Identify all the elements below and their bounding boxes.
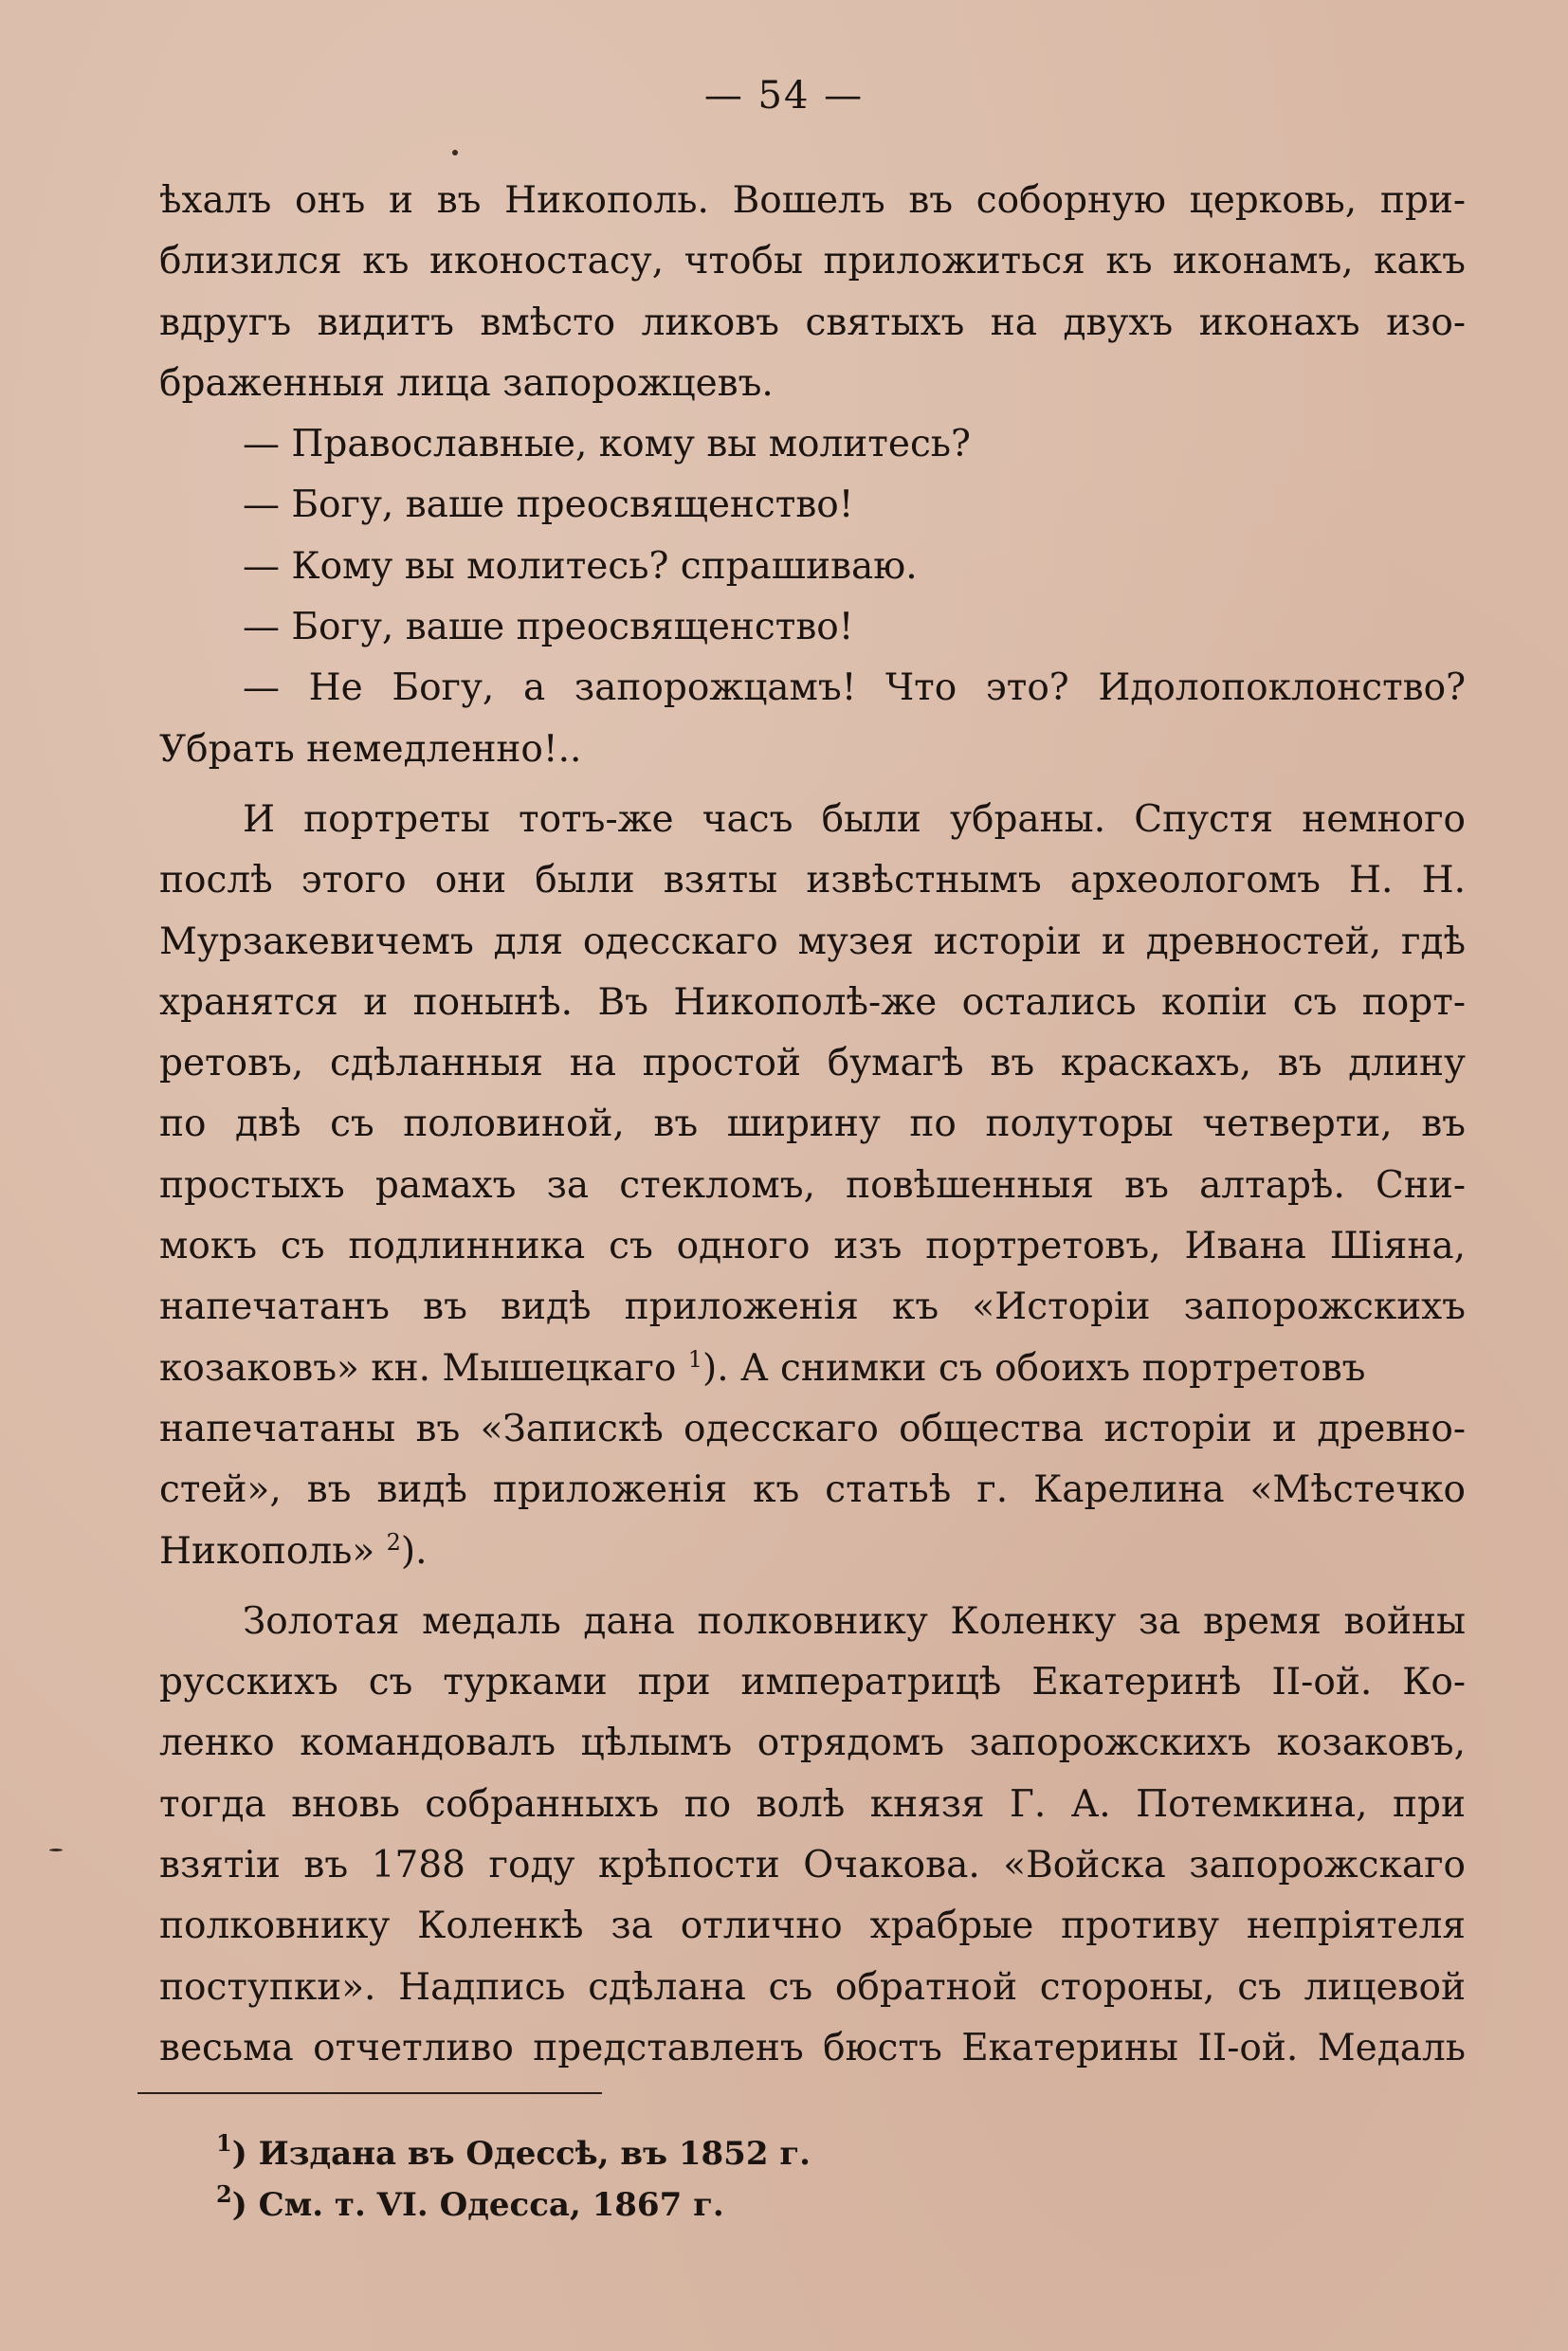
text-line: напечатаны въ «Запискѣ одесскаго общества исторіи и древно- [159, 1407, 1466, 1450]
page-number: — 54 — [703, 74, 865, 118]
text-line: ретовъ, сдѣланныя на простой бумагѣ въ краскахъ, въ длину [159, 1042, 1466, 1085]
dialogue-line: — Богу, ваше преосвященство! [243, 483, 854, 527]
text-line: весьма отчетливо представленъ бюстъ Екатерины II-ой. Медаль [159, 2026, 1466, 2069]
text-line: мокъ съ подлинника съ одного изъ портретовъ, Ивана Шіяна, [159, 1225, 1466, 1268]
text-line: И портреты тотъ-же часъ были убраны. Спустя немного [243, 797, 1466, 841]
text-line: поступки». Надпись сдѣлана съ обратной стороны, съ лицевой [159, 1965, 1466, 2009]
text-line: русскихъ съ турками при императрицѣ Екатеринѣ II-ой. Ко- [159, 1661, 1466, 1704]
footnote-text: ) См. т. VI. Одесса, 1867 г. [231, 2186, 724, 2224]
footnote-2 [216, 2179, 1259, 2231]
footnote-ref-2: 2 [386, 1528, 401, 1556]
text-line: простыхъ рамахъ за стекломъ, повѣшенныя въ алтарѣ. Сни- [159, 1163, 1466, 1207]
text-line: полковнику Коленкѣ за отлично храбрые противу непріятеля [159, 1904, 1466, 1948]
footnotes [216, 2128, 1259, 2231]
text-line: ленко командовалъ цѣлымъ отрядомъ запорожскихъ козаковъ, [159, 1722, 1466, 1765]
text-segment: козаковъ» кн. Мышецкаго [159, 1346, 677, 1390]
text-line: Мурзакевичемъ для одесскаго музея исторіи и древностей, гдѣ [159, 920, 1466, 963]
footnote-1 [216, 2128, 1259, 2179]
dialogue-line: — Кому вы молитесь? спрашиваю. [243, 544, 918, 588]
text-segment: Никополь» [159, 1529, 375, 1573]
text-segment: ). [400, 1529, 428, 1573]
text-line: браженныя лица запорожцевъ. [159, 361, 774, 405]
text-line: послѣ этого они были взяты извѣстнымъ археологомъ Н. Н. [159, 859, 1466, 902]
text-line: Золотая медаль дана полковнику Коленку за время войны [243, 1599, 1466, 1643]
text-line [159, 1339, 1466, 1399]
body-text [159, 171, 1466, 2079]
dialogue-line: Убрать немедленно!.. [159, 727, 582, 771]
text-line: напечатанъ въ видѣ приложенія къ «Исторіи запорожскихъ [159, 1285, 1466, 1329]
text-line: стей», въ видѣ приложенія къ статьѣ г. Карелина «Мѣстечко [159, 1468, 1466, 1512]
footnote-ref-1: 1 [687, 1345, 703, 1373]
text-line: тогда вновь собранныхъ по волѣ князя Г. А. Потемкина, при [159, 1782, 1466, 1826]
footnote-divider [137, 2092, 602, 2094]
ink-speck [452, 150, 458, 155]
ink-speck [49, 1849, 63, 1851]
text-line: вдругъ видитъ вмѣсто ликовъ святыхъ на двухъ иконахъ изо- [159, 301, 1466, 344]
text-line: ѣхалъ онъ и въ Никополь. Вошелъ въ соборную церковь, при- [159, 179, 1466, 222]
footnote-mark: 1 [216, 2129, 232, 2157]
dialogue-line: — Не Богу, а запорожцамъ! Что это? Идолопоклонство? [243, 666, 1466, 710]
text-line: по двѣ съ половиной, въ ширину по полуторы четверти, въ [159, 1103, 1466, 1146]
text-line [159, 1522, 1466, 1582]
text-segment: ). А снимки съ обоихъ портретовъ [702, 1346, 1366, 1390]
text-line: близился къ иконостасу, чтобы приложиться къ иконамъ, какъ [159, 240, 1466, 283]
dialogue-line: — Православные, кому вы молитесь? [243, 423, 971, 466]
text-line: взятіи въ 1788 году крѣпости Очакова. «Войска запорожскаго [159, 1844, 1466, 1887]
footnote-mark: 2 [216, 2180, 232, 2208]
text-line: хранятся и понынѣ. Въ Никополѣ-же остались копіи съ порт- [159, 980, 1466, 1024]
dialogue-line: — Богу, ваше преосвященство! [243, 606, 854, 649]
footnote-text: ) Издана въ Одессѣ, въ 1852 г. [231, 2135, 811, 2173]
